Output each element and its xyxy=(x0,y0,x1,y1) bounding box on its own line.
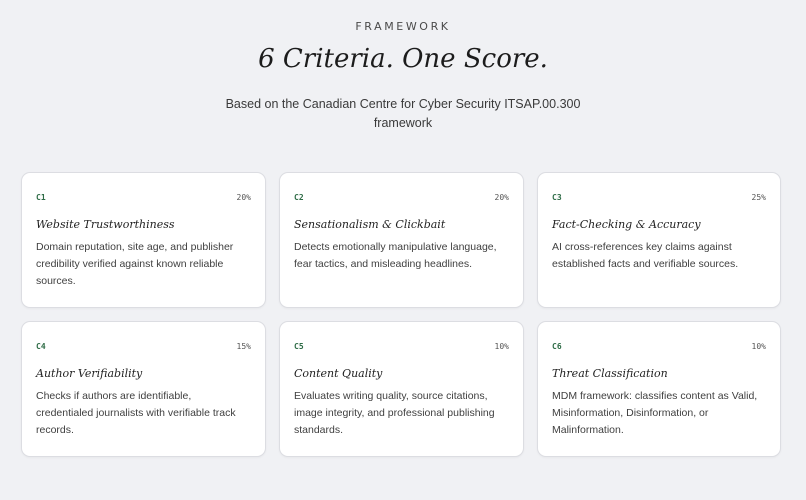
criterion-weight: 15% xyxy=(236,341,251,351)
criterion-description: Domain reputation, site age, and publisher credibility verified against known reliable sources. xyxy=(36,241,234,287)
criterion-description: Checks if authors are identifiable, credentialed journalists with verifiable track records. xyxy=(36,390,236,436)
criterion-card-c1 xyxy=(21,172,266,308)
card-meta xyxy=(36,192,251,202)
criterion-card-c3 xyxy=(537,172,781,308)
criterion-code: C4 xyxy=(36,341,46,351)
subtitle-line-1: Based on the Canadian Centre for Cyber Security ITSAP.00.300 xyxy=(225,97,581,111)
criterion-card-c4 xyxy=(21,321,266,457)
section-title: 6 Criteria. One Score. xyxy=(258,44,548,74)
criterion-weight: 10% xyxy=(494,341,509,351)
criterion-weight: 25% xyxy=(751,192,766,202)
criterion-description: Evaluates writing quality, source citations, image integrity, and professional publishing standards. xyxy=(294,390,495,436)
criterion-code: C2 xyxy=(294,192,304,202)
criterion-title: Author Verifiability xyxy=(36,367,143,380)
criterion-card-c2 xyxy=(279,172,524,308)
card-meta xyxy=(294,341,509,351)
criterion-description: AI cross-references key claims against established facts and verifiable sources. xyxy=(552,241,739,270)
criteria-grid xyxy=(21,172,781,457)
criterion-code: C6 xyxy=(552,341,562,351)
criterion-description: Detects emotionally manipulative language, fear tactics, and misleading headlines. xyxy=(294,241,497,270)
criterion-code: C5 xyxy=(294,341,304,351)
criterion-weight: 20% xyxy=(236,192,251,202)
criterion-title: Content Quality xyxy=(294,367,383,380)
card-meta xyxy=(294,192,509,202)
criterion-code: C3 xyxy=(552,192,562,202)
card-meta xyxy=(552,341,766,351)
subtitle-line-2: framework xyxy=(373,116,433,130)
criterion-weight: 20% xyxy=(494,192,509,202)
criterion-card-c5 xyxy=(279,321,524,457)
criterion-title: Fact-Checking & Accuracy xyxy=(552,218,701,231)
criterion-code: C1 xyxy=(36,192,46,202)
section-eyebrow: FRAMEWORK xyxy=(355,20,451,33)
criterion-description: MDM framework: classifies content as Valid, Misinformation, Disinformation, or Malinformation. xyxy=(552,390,758,436)
section-subtitle xyxy=(0,95,806,133)
criterion-title: Website Trustworthiness xyxy=(36,218,175,231)
card-meta xyxy=(36,341,251,351)
card-meta xyxy=(552,192,766,202)
criterion-card-c6 xyxy=(537,321,781,457)
criterion-title: Sensationalism & Clickbait xyxy=(294,218,446,231)
criterion-title: Threat Classification xyxy=(552,367,668,380)
criterion-weight: 10% xyxy=(751,341,766,351)
